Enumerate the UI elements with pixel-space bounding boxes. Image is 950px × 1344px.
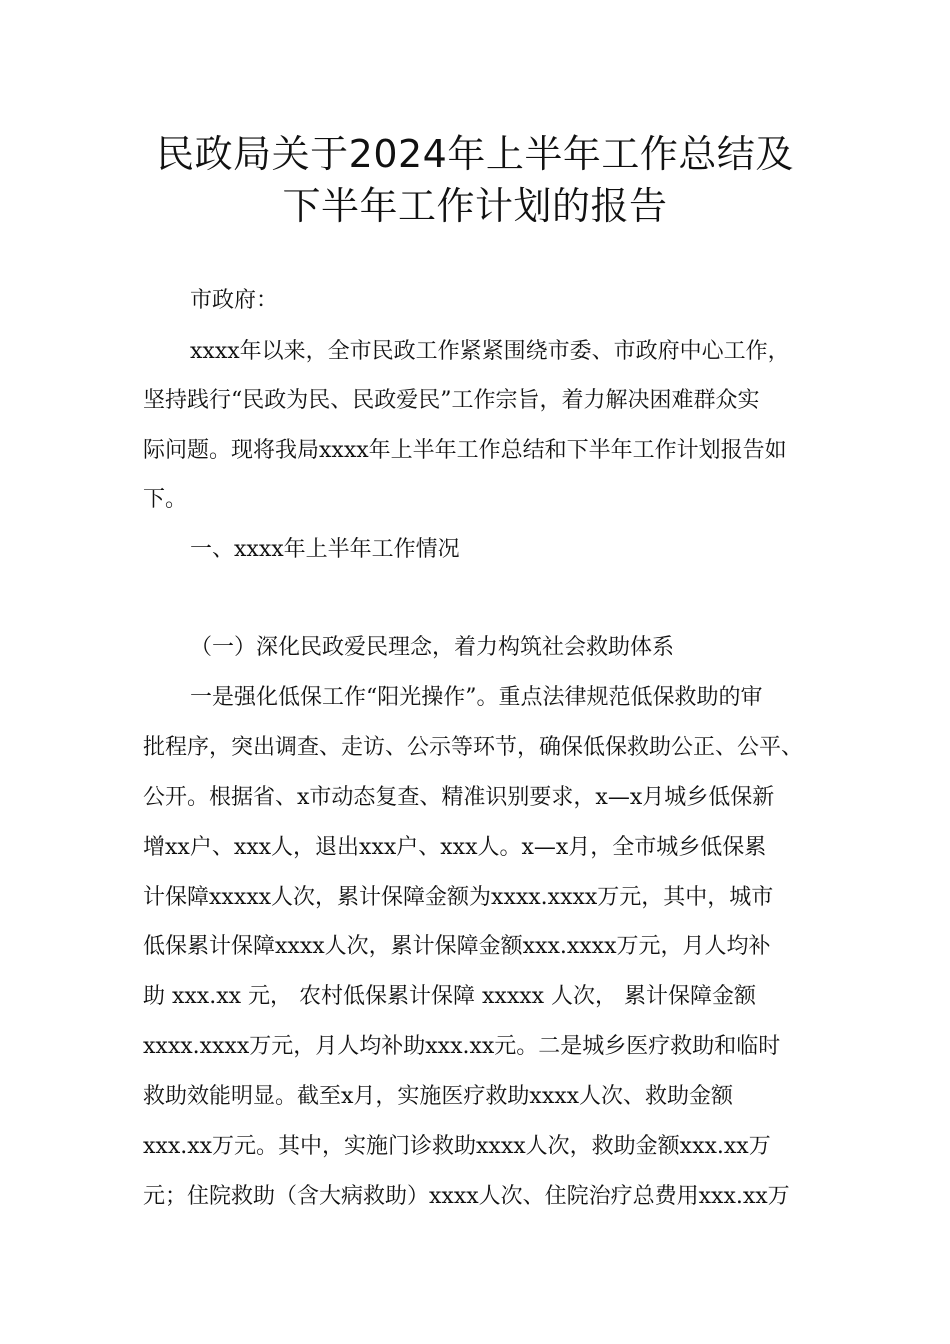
subsection-heading: （一）深化民政爱民理念，着力构筑社会救助体系 [190,635,675,660]
body-line-1: 一是强化低保工作“阳光操作”。重点法律规范低保救助的审 [190,685,763,710]
intro-line-1: xxxx年以来，全市民政工作紧紧围绕市委、市政府中心工作， [190,339,790,364]
document-title-line-1: 民政局关于2024年上半年工作总结及 [156,132,794,176]
body-line-11: 元；住院救助（含大病救助）xxxx人次、住院治疗总费用xxx.xx万 [143,1184,790,1209]
body-line-6: 低保累计保障xxxx人次，累计保障金额xxx.xxxx万元，月人均补 [143,934,771,959]
document-title-line-2: 下半年工作计划的报告 [282,184,668,228]
body-line-3: 公开。根据省、x市动态复查、精准识别要求，x—x月城乡低保新 [143,785,775,810]
intro-line-2: 坚持践行“民政为民、民政爱民”工作宗旨，着力解决困难群众实 [143,388,760,413]
body-line-4: 增xx户、xxx人，退出xxx户、xxx人。x—x月，全市城乡低保累 [143,835,767,860]
body-line-7: 助 xxx.xx 元， 农村低保累计保障 xxxxx 人次， 累计保障金额 [143,984,757,1009]
body-line-8: xxxx.xxxx万元，月人均补助xxx.xx元。二是城乡医疗救助和临时 [143,1034,781,1059]
intro-line-4: 下。 [143,487,188,512]
section-heading: 一、xxxx年上半年工作情况 [190,537,460,562]
body-line-10: xxx.xx万元。其中，实施门诊救助xxxx人次，救助金额xxx.xx万 [143,1134,771,1159]
body-line-9: 救助效能明显。截至x月，实施医疗救助xxxx人次、救助金额 [143,1084,734,1109]
intro-line-3: 际问题。现将我局xxxx年上半年工作总结和下半年工作计划报告如 [143,438,787,463]
salutation: 市政府： [190,288,279,313]
body-line-5: 计保障xxxxx人次，累计保障金额为xxxx.xxxx万元，其中，城市 [143,885,774,910]
body-line-2: 批程序，突出调查、走访、公示等环节，确保低保救助公正、公平、 [143,735,804,760]
